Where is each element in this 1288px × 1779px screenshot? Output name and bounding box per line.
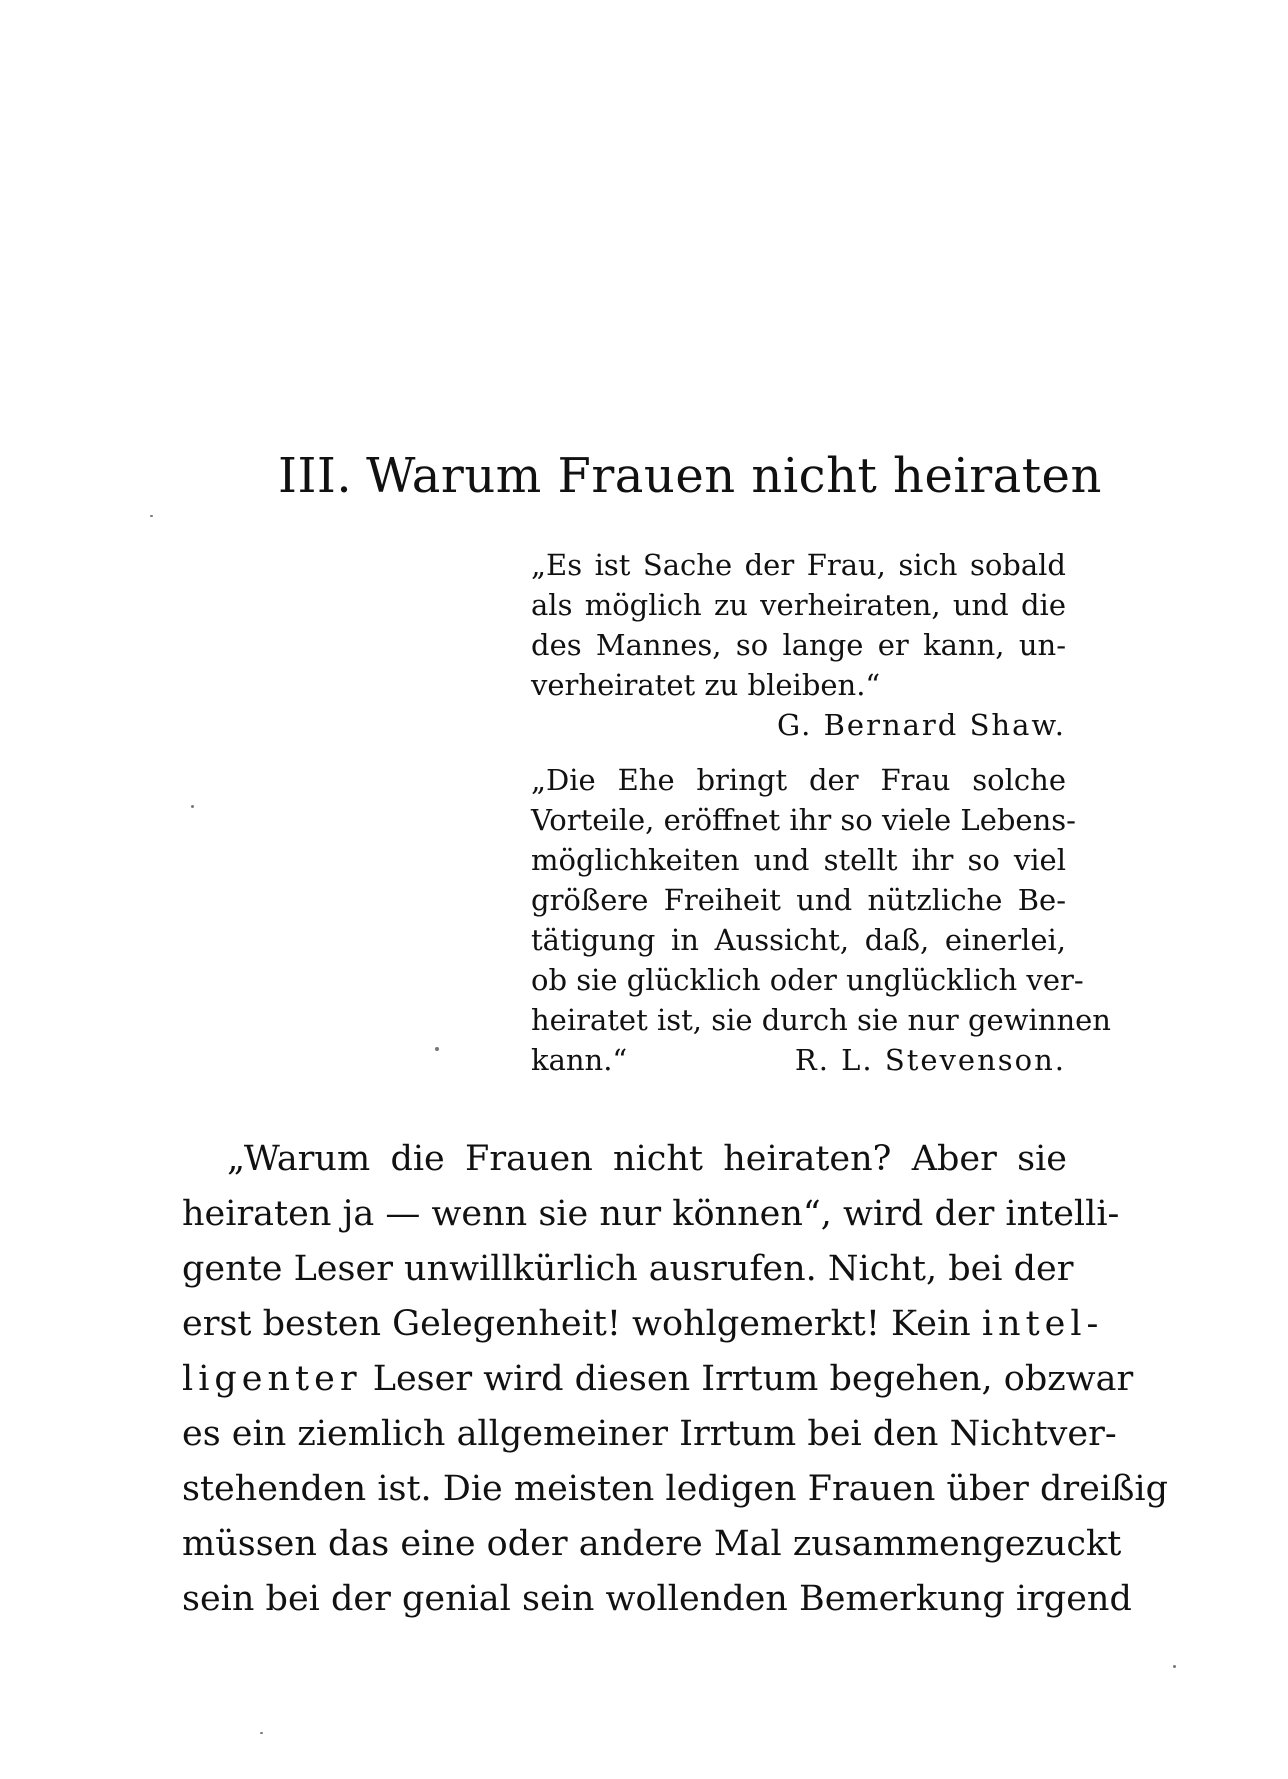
body-text-spaced: intel-: [981, 1304, 1104, 1344]
chapter-heading: [278, 448, 1102, 504]
body-text-spaced: ligenter: [182, 1359, 362, 1399]
epigraph-author: G. Bernard Shaw.: [777, 708, 1066, 742]
chapter-title: Warum Frauen nicht heiraten: [366, 448, 1102, 504]
epigraph-line: größere Freiheit und nützliche Be-: [531, 883, 1066, 917]
body-line: heiraten ja — wenn sie nur können“, wird der intelli-: [182, 1194, 1120, 1234]
epigraph-author: R. L. Stevenson.: [794, 1043, 1066, 1077]
epigraph-line: als möglich zu verheiraten, und die: [531, 588, 1066, 622]
epigraph-stevenson: [531, 760, 1111, 1080]
body-paragraph: [182, 1132, 1169, 1627]
epigraph-line: Vorteile, eröffnet ihr so viele Lebens-: [531, 803, 1076, 837]
body-line: „Warum die Frauen nicht heiraten? Aber sie: [227, 1139, 1067, 1179]
epigraph-line: „Die Ehe bringt der Frau solche: [531, 763, 1066, 797]
body-text-plain: erst besten Gelegenheit! wohlgemerkt! Kein: [182, 1304, 971, 1344]
epigraph-line: ob sie glücklich oder unglücklich ver-: [531, 963, 1084, 997]
epigraph-line: „Es ist Sache der Frau, sich sobald: [531, 548, 1066, 582]
body-line: sein bei der genial sein wollenden Bemerkung irgend: [182, 1579, 1132, 1619]
print-speck: [150, 515, 153, 517]
epigraph-line: des Mannes, so lange er kann, un-: [531, 628, 1066, 662]
body-line: [182, 1297, 1104, 1352]
epigraph-line: kann.“: [531, 1043, 628, 1077]
epigraph-shaw: [531, 545, 1066, 745]
body-line: stehenden ist. Die meisten ledigen Frauen über dreißig: [182, 1469, 1169, 1509]
epigraph-line: verheiratet zu bleiben.“: [531, 668, 881, 702]
chapter-number: III.: [278, 448, 353, 504]
epigraph-line: heiratet ist, sie durch sie nur gewinnen: [531, 1003, 1111, 1037]
epigraph-line: möglichkeiten und stellt ihr so viel: [531, 843, 1066, 877]
body-line: [182, 1352, 1134, 1407]
print-speck: [1173, 1665, 1176, 1668]
body-line: es ein ziemlich allgemeiner Irrtum bei den Nichtver-: [182, 1414, 1117, 1454]
body-line: müssen das eine oder andere Mal zusammengezuckt: [182, 1524, 1122, 1564]
print-speck: [435, 1047, 439, 1051]
body-line: gente Leser unwillkürlich ausrufen. Nicht, bei der: [182, 1249, 1074, 1289]
epigraph-line: tätigung in Aussicht, daß, einerlei,: [531, 923, 1066, 957]
epigraph-final-line: [531, 1040, 1066, 1080]
body-text-plain: Leser wird diesen Irrtum begehen, obzwar: [372, 1359, 1134, 1399]
print-speck: [191, 805, 194, 808]
print-speck: [260, 1732, 263, 1734]
